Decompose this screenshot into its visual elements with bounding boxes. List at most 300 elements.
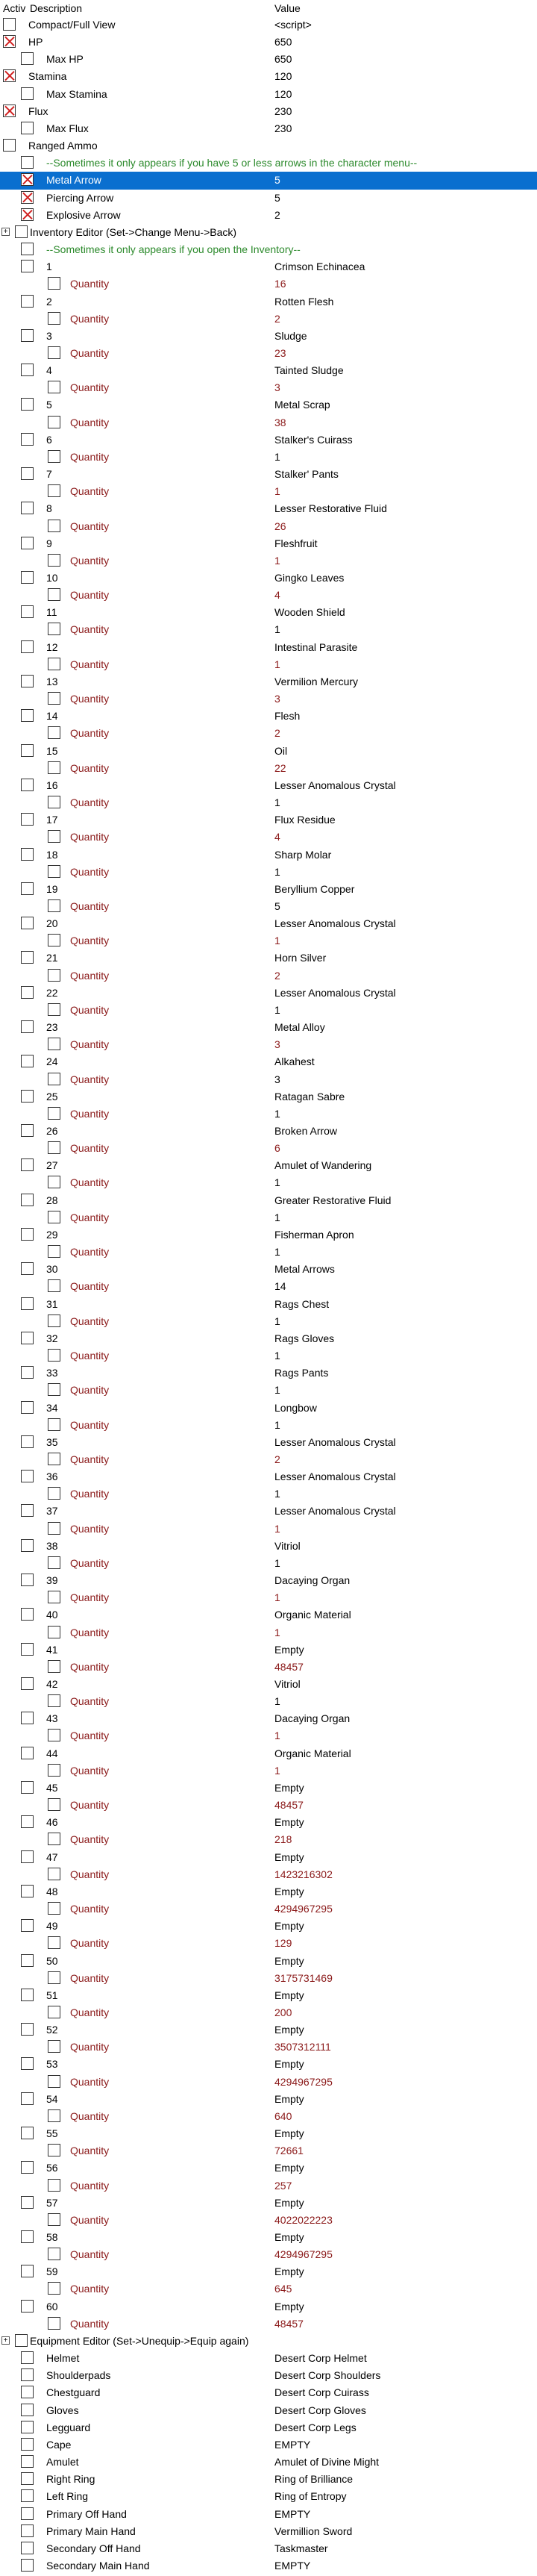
value-cell[interactable]: Metal Alloy xyxy=(274,1021,325,1034)
value-cell[interactable]: Desert Corp Helmet xyxy=(274,2352,367,2365)
active-checkbox[interactable] xyxy=(21,1504,34,1517)
active-checkbox[interactable] xyxy=(48,1729,60,1741)
value-cell[interactable]: 2 xyxy=(274,312,280,325)
value-cell[interactable]: Lesser Restorative Fluid xyxy=(274,502,387,515)
active-checkbox[interactable] xyxy=(21,208,34,221)
table-row[interactable] xyxy=(0,2159,537,2177)
table-row[interactable] xyxy=(0,1831,537,1848)
value-cell[interactable]: 16 xyxy=(274,278,286,290)
value-cell[interactable]: 48457 xyxy=(274,1660,304,1673)
value-cell[interactable]: Taskmaster xyxy=(274,2542,328,2554)
table-row[interactable] xyxy=(0,1451,537,1468)
active-checkbox[interactable] xyxy=(48,692,60,705)
table-row[interactable] xyxy=(0,552,537,570)
active-checkbox[interactable] xyxy=(21,2438,34,2451)
value-cell[interactable]: Empty xyxy=(274,1781,304,1794)
value-cell[interactable]: 1 xyxy=(274,1418,280,1431)
table-row[interactable] xyxy=(0,1053,537,1070)
active-checkbox[interactable] xyxy=(21,191,34,204)
active-checkbox[interactable] xyxy=(48,2317,60,2330)
active-checkbox[interactable] xyxy=(48,1798,60,1811)
table-row[interactable] xyxy=(0,379,537,396)
table-row[interactable] xyxy=(0,1278,537,1295)
value-cell[interactable]: 3 xyxy=(274,1038,280,1051)
active-checkbox[interactable] xyxy=(21,986,34,999)
active-checkbox[interactable] xyxy=(21,2161,34,2174)
value-cell[interactable]: 1 xyxy=(274,1730,280,1742)
table-row[interactable] xyxy=(0,34,537,51)
value-cell[interactable]: Amulet of Divine Might xyxy=(274,2456,380,2469)
value-cell[interactable]: 1 xyxy=(274,1488,280,1500)
table-row[interactable] xyxy=(0,570,537,587)
value-cell[interactable]: Stalker's Cuirass xyxy=(274,433,353,446)
active-checkbox[interactable] xyxy=(48,2179,60,2192)
active-checkbox[interactable] xyxy=(48,450,60,463)
active-checkbox[interactable] xyxy=(3,35,16,48)
active-checkbox[interactable] xyxy=(48,1971,60,1984)
value-cell[interactable]: Empty xyxy=(274,1989,304,2001)
table-row[interactable] xyxy=(0,932,537,949)
table-row[interactable] xyxy=(0,51,537,68)
active-checkbox[interactable] xyxy=(48,1902,60,1915)
value-cell[interactable]: Empty xyxy=(274,2092,304,2105)
table-row[interactable] xyxy=(0,1123,537,1140)
active-checkbox[interactable] xyxy=(21,1539,34,1552)
value-cell[interactable]: Lesser Anomalous Crystal xyxy=(274,917,396,930)
table-row[interactable] xyxy=(0,1589,537,1606)
active-checkbox[interactable] xyxy=(21,2127,34,2139)
table-row[interactable] xyxy=(0,1002,537,1019)
active-checkbox[interactable] xyxy=(21,1747,34,1759)
active-checkbox[interactable] xyxy=(21,1677,34,1690)
value-cell[interactable]: 1 xyxy=(274,1314,280,1327)
value-cell[interactable]: Lesser Anomalous Crystal xyxy=(274,1471,396,1483)
active-checkbox[interactable] xyxy=(48,1522,60,1535)
value-cell[interactable]: 1 xyxy=(274,1003,280,1016)
table-row[interactable] xyxy=(0,396,537,414)
active-checkbox[interactable] xyxy=(15,2334,28,2347)
active-checkbox[interactable] xyxy=(48,1833,60,1845)
value-cell[interactable]: Fisherman Apron xyxy=(274,1228,354,1241)
value-cell[interactable]: 72661 xyxy=(274,2145,304,2157)
value-cell[interactable]: Rags Gloves xyxy=(274,1332,335,1344)
active-checkbox[interactable] xyxy=(48,623,60,635)
active-checkbox[interactable] xyxy=(48,865,60,878)
value-cell[interactable]: 2 xyxy=(274,969,280,982)
value-cell[interactable]: 650 xyxy=(274,36,292,49)
value-cell[interactable]: Crimson Echinacea xyxy=(274,261,365,273)
active-checkbox[interactable] xyxy=(48,2075,60,2088)
value-cell[interactable]: 1 xyxy=(274,1350,280,1362)
value-cell[interactable]: Intestinal Parasite xyxy=(274,640,358,653)
table-row[interactable] xyxy=(0,1693,537,1710)
active-checkbox[interactable] xyxy=(48,381,60,393)
table-row[interactable] xyxy=(0,2402,537,2419)
active-checkbox[interactable] xyxy=(21,2386,34,2398)
value-cell[interactable]: Empty xyxy=(274,1643,304,1656)
table-row[interactable] xyxy=(0,1953,537,1970)
table-row[interactable] xyxy=(0,137,537,155)
active-checkbox[interactable] xyxy=(21,882,34,895)
table-row[interactable] xyxy=(0,1244,537,1261)
value-cell[interactable]: Vitriol xyxy=(274,1539,301,1552)
value-cell[interactable]: 1 xyxy=(274,554,280,567)
active-checkbox[interactable] xyxy=(48,1349,60,1362)
active-checkbox[interactable] xyxy=(21,571,34,584)
table-row[interactable] xyxy=(0,1071,537,1088)
table-row[interactable] xyxy=(0,2454,537,2471)
value-cell[interactable]: 129 xyxy=(274,1937,292,1950)
table-row[interactable] xyxy=(0,190,537,207)
table-row[interactable] xyxy=(0,690,537,708)
value-cell[interactable]: Metal Arrows xyxy=(274,1263,335,1276)
table-row[interactable] xyxy=(0,1900,537,1918)
active-checkbox[interactable] xyxy=(21,1781,34,1794)
active-checkbox[interactable] xyxy=(48,969,60,982)
active-checkbox[interactable] xyxy=(48,1314,60,1327)
table-row[interactable] xyxy=(0,449,537,466)
value-cell[interactable]: 2 xyxy=(274,727,280,740)
active-checkbox[interactable] xyxy=(21,2542,34,2554)
value-cell[interactable]: 1 xyxy=(274,658,280,670)
value-cell[interactable]: <script> xyxy=(274,19,312,31)
table-row[interactable] xyxy=(0,1606,537,1624)
table-row[interactable] xyxy=(0,898,537,915)
active-checkbox[interactable] xyxy=(21,122,34,134)
table-row[interactable] xyxy=(0,2021,537,2039)
table-row[interactable] xyxy=(0,2367,537,2384)
active-checkbox[interactable] xyxy=(21,1090,34,1103)
value-cell[interactable]: 1 xyxy=(274,1591,280,1604)
value-cell[interactable]: Dacaying Organ xyxy=(274,1712,351,1725)
value-cell[interactable]: 1 xyxy=(274,623,280,636)
active-checkbox[interactable] xyxy=(21,364,34,376)
value-cell[interactable]: 1 xyxy=(274,485,280,498)
active-checkbox[interactable] xyxy=(21,1919,34,1932)
table-row[interactable] xyxy=(0,2142,537,2159)
active-checkbox[interactable] xyxy=(48,588,60,601)
active-checkbox[interactable] xyxy=(3,139,16,152)
value-cell[interactable]: 218 xyxy=(274,1833,292,1846)
active-checkbox[interactable] xyxy=(48,1245,60,1258)
value-cell[interactable]: 48457 xyxy=(274,1799,304,1812)
active-checkbox[interactable] xyxy=(48,658,60,670)
table-row[interactable] xyxy=(0,1659,537,1676)
active-checkbox[interactable] xyxy=(21,1643,34,1656)
table-row[interactable] xyxy=(0,604,537,621)
active-checkbox[interactable] xyxy=(21,52,34,65)
value-cell[interactable]: 1 xyxy=(274,1764,280,1777)
table-row[interactable] xyxy=(0,155,537,172)
active-checkbox[interactable] xyxy=(21,744,34,757)
value-cell[interactable]: 1 xyxy=(274,1246,280,1259)
table-row[interactable] xyxy=(0,2246,537,2263)
value-cell[interactable]: Horn Silver xyxy=(274,952,327,964)
active-checkbox[interactable] xyxy=(21,2404,34,2416)
value-cell[interactable]: 4 xyxy=(274,589,280,602)
active-checkbox[interactable] xyxy=(21,2507,34,2520)
value-cell[interactable]: Alkahest xyxy=(274,1055,315,1068)
value-cell[interactable]: Lesser Anomalous Crystal xyxy=(274,1505,396,1518)
value-cell[interactable]: 3 xyxy=(274,693,280,705)
active-checkbox[interactable] xyxy=(21,433,34,446)
table-row[interactable] xyxy=(0,2557,537,2575)
active-checkbox[interactable] xyxy=(21,2023,34,2036)
active-checkbox[interactable] xyxy=(3,69,16,82)
active-checkbox[interactable] xyxy=(21,467,34,480)
active-checkbox[interactable] xyxy=(48,520,60,532)
active-checkbox[interactable] xyxy=(48,1868,60,1880)
active-checkbox[interactable] xyxy=(48,1073,60,1085)
table-row[interactable] xyxy=(0,1209,537,1226)
expand-icon[interactable]: + xyxy=(1,2336,10,2345)
table-row[interactable] xyxy=(0,1814,537,1831)
value-cell[interactable]: Gingko Leaves xyxy=(274,572,345,584)
active-checkbox[interactable] xyxy=(21,1815,34,1828)
table-row[interactable] xyxy=(0,777,537,794)
table-row[interactable] xyxy=(0,1555,537,1572)
value-cell[interactable]: Tainted Sludge xyxy=(274,364,344,377)
active-checkbox[interactable] xyxy=(48,554,60,567)
table-row[interactable] xyxy=(0,1382,537,1399)
group-row[interactable] xyxy=(0,224,537,241)
active-checkbox[interactable] xyxy=(48,1211,60,1223)
table-row[interactable] xyxy=(0,1970,537,1987)
value-cell[interactable]: 4 xyxy=(274,831,280,843)
active-checkbox[interactable] xyxy=(48,2213,60,2226)
value-cell[interactable]: Ring of Entropy xyxy=(274,2490,347,2503)
value-cell[interactable]: Empty xyxy=(274,1885,304,1897)
table-row[interactable] xyxy=(0,466,537,483)
active-checkbox[interactable] xyxy=(21,1158,34,1171)
value-cell[interactable]: Empty xyxy=(274,1954,304,1967)
table-row[interactable] xyxy=(0,2091,537,2108)
table-row[interactable] xyxy=(0,2212,537,2229)
value-cell[interactable]: Empty xyxy=(274,2162,304,2174)
active-checkbox[interactable] xyxy=(21,1712,34,1724)
active-checkbox[interactable] xyxy=(21,295,34,308)
active-checkbox[interactable] xyxy=(48,1003,60,1016)
table-row[interactable] xyxy=(0,1347,537,1365)
value-cell[interactable]: 4022022223 xyxy=(274,2213,333,2226)
value-cell[interactable]: 26 xyxy=(274,520,286,532)
value-cell[interactable]: 3175731469 xyxy=(274,1971,333,1984)
value-cell[interactable]: 1 xyxy=(274,1384,280,1397)
table-row[interactable] xyxy=(0,2074,537,2091)
value-cell[interactable]: Desert Corp Shoulders xyxy=(274,2369,381,2382)
table-row[interactable] xyxy=(0,794,537,811)
value-cell[interactable]: Rotten Flesh xyxy=(274,295,334,308)
table-row[interactable] xyxy=(0,2315,537,2333)
table-row[interactable] xyxy=(0,500,537,517)
value-cell[interactable]: 5 xyxy=(274,174,280,187)
active-checkbox[interactable] xyxy=(48,1591,60,1603)
table-row[interactable] xyxy=(0,1503,537,1520)
table-row[interactable] xyxy=(0,1157,537,1174)
active-checkbox[interactable] xyxy=(21,1055,34,1067)
active-checkbox[interactable] xyxy=(21,1332,34,1344)
table-row[interactable] xyxy=(0,1174,537,1191)
value-cell[interactable]: 3 xyxy=(274,1073,280,1085)
active-checkbox[interactable] xyxy=(48,277,60,290)
table-row[interactable] xyxy=(0,1296,537,1313)
active-checkbox[interactable] xyxy=(48,346,60,359)
value-cell[interactable]: 3 xyxy=(274,381,280,394)
value-cell[interactable]: 200 xyxy=(274,2006,292,2018)
table-row[interactable] xyxy=(0,2039,537,2056)
value-cell[interactable]: Empty xyxy=(274,1920,304,1933)
table-row[interactable] xyxy=(0,1762,537,1780)
table-row[interactable] xyxy=(0,535,537,552)
value-cell[interactable]: EMPTY xyxy=(274,2438,311,2451)
active-checkbox[interactable] xyxy=(21,1124,34,1137)
table-row[interactable] xyxy=(0,1226,537,1244)
table-row[interactable] xyxy=(0,1710,537,1727)
table-row[interactable] xyxy=(0,864,537,881)
value-cell[interactable]: Lesser Anomalous Crystal xyxy=(274,1435,396,1448)
table-row[interactable] xyxy=(0,1468,537,1485)
active-checkbox[interactable] xyxy=(21,156,34,169)
value-cell[interactable]: Rags Chest xyxy=(274,1297,330,1310)
active-checkbox[interactable] xyxy=(21,1401,34,1414)
table-row[interactable] xyxy=(0,2298,537,2315)
active-checkbox[interactable] xyxy=(48,1383,60,1396)
table-row[interactable] xyxy=(0,2384,537,2401)
table-row[interactable] xyxy=(0,1088,537,1105)
active-checkbox[interactable] xyxy=(21,1470,34,1482)
active-checkbox[interactable] xyxy=(48,796,60,808)
table-row[interactable] xyxy=(0,120,537,137)
table-row[interactable] xyxy=(0,311,537,328)
value-cell[interactable]: 5 xyxy=(274,899,280,912)
table-row[interactable] xyxy=(0,258,537,275)
table-row[interactable] xyxy=(0,2263,537,2280)
table-row[interactable] xyxy=(0,2177,537,2195)
active-checkbox[interactable] xyxy=(21,1297,34,1310)
active-checkbox[interactable] xyxy=(21,87,34,100)
value-cell[interactable]: Ratagan Sabre xyxy=(274,1090,345,1103)
active-checkbox[interactable] xyxy=(21,243,34,255)
active-checkbox[interactable] xyxy=(3,18,16,31)
value-cell[interactable]: 2 xyxy=(274,1453,280,1465)
value-cell[interactable]: Broken Arrow xyxy=(274,1125,338,1137)
table-row[interactable] xyxy=(0,275,537,293)
active-checkbox[interactable] xyxy=(21,2196,34,2209)
active-checkbox[interactable] xyxy=(21,2472,34,2485)
table-row[interactable] xyxy=(0,2125,537,2142)
table-row[interactable] xyxy=(0,1417,537,1434)
table-row[interactable] xyxy=(0,518,537,535)
active-checkbox[interactable] xyxy=(21,2368,34,2381)
table-row[interactable] xyxy=(0,1676,537,1693)
value-cell[interactable]: 1 xyxy=(274,865,280,878)
value-cell[interactable]: Sludge xyxy=(274,329,307,342)
table-row[interactable] xyxy=(0,673,537,690)
active-checkbox[interactable] xyxy=(21,779,34,791)
value-cell[interactable]: 1 xyxy=(274,1626,280,1638)
table-row[interactable] xyxy=(0,1745,537,1762)
table-row[interactable] xyxy=(0,103,537,120)
active-checkbox[interactable] xyxy=(21,2455,34,2468)
value-cell[interactable]: 5 xyxy=(274,191,280,204)
value-cell[interactable]: EMPTY xyxy=(274,2559,311,2572)
value-cell[interactable]: 4294967295 xyxy=(274,2248,333,2261)
value-cell[interactable]: 2 xyxy=(274,208,280,221)
active-checkbox[interactable] xyxy=(48,934,60,946)
value-cell[interactable]: Sharp Molar xyxy=(274,848,332,861)
value-cell[interactable]: Amulet of Wandering xyxy=(274,1159,372,1172)
active-checkbox[interactable] xyxy=(48,1626,60,1638)
active-checkbox[interactable] xyxy=(48,1107,60,1120)
table-row[interactable] xyxy=(0,725,537,742)
active-checkbox[interactable] xyxy=(21,1194,34,1206)
active-checkbox[interactable] xyxy=(21,2351,34,2364)
value-cell[interactable]: Organic Material xyxy=(274,1609,351,1621)
table-row[interactable] xyxy=(0,483,537,500)
table-row[interactable] xyxy=(0,743,537,760)
value-cell[interactable]: Longbow xyxy=(274,1401,317,1414)
table-row[interactable] xyxy=(0,881,537,898)
active-checkbox[interactable] xyxy=(48,1660,60,1673)
active-checkbox[interactable] xyxy=(48,1418,60,1431)
value-cell[interactable]: 1 xyxy=(274,1695,280,1708)
active-checkbox[interactable] xyxy=(21,1574,34,1586)
active-checkbox[interactable] xyxy=(21,537,34,549)
active-checkbox[interactable] xyxy=(21,951,34,964)
value-cell[interactable]: 1423216302 xyxy=(274,1868,333,1880)
table-row[interactable] xyxy=(0,1883,537,1900)
table-row[interactable] xyxy=(0,1365,537,1382)
table-row[interactable] xyxy=(0,431,537,449)
value-cell[interactable]: 6 xyxy=(274,1142,280,1155)
expand-icon[interactable]: + xyxy=(1,228,10,236)
active-checkbox[interactable] xyxy=(21,502,34,514)
value-cell[interactable]: Metal Scrap xyxy=(274,399,330,411)
table-row[interactable] xyxy=(0,241,537,258)
value-cell[interactable]: 4294967295 xyxy=(274,1903,333,1915)
table-row[interactable] xyxy=(0,16,537,34)
value-cell[interactable]: Wooden Shield xyxy=(274,606,345,619)
table-row[interactable] xyxy=(0,1019,537,1036)
value-cell[interactable]: 645 xyxy=(274,2283,292,2295)
active-checkbox[interactable] xyxy=(48,1936,60,1949)
value-cell[interactable]: 38 xyxy=(274,416,286,428)
active-checkbox[interactable] xyxy=(48,484,60,497)
table-row[interactable] xyxy=(0,1849,537,1866)
value-cell[interactable]: 1 xyxy=(274,1211,280,1223)
active-checkbox[interactable] xyxy=(48,1279,60,1292)
active-checkbox[interactable] xyxy=(21,2524,34,2537)
active-checkbox[interactable] xyxy=(48,830,60,843)
active-checkbox[interactable] xyxy=(48,2040,60,2053)
active-checkbox[interactable] xyxy=(48,1694,60,1707)
value-cell[interactable]: 1 xyxy=(274,1176,280,1189)
active-checkbox[interactable] xyxy=(21,2489,34,2502)
active-checkbox[interactable] xyxy=(48,2144,60,2156)
table-row[interactable] xyxy=(0,1987,537,2004)
value-cell[interactable]: Greater Restorative Fluid xyxy=(274,1194,392,1206)
value-cell[interactable]: 1 xyxy=(274,1556,280,1569)
active-checkbox[interactable] xyxy=(21,813,34,826)
value-cell[interactable]: Flesh xyxy=(274,710,301,723)
active-checkbox[interactable] xyxy=(21,917,34,929)
table-row[interactable] xyxy=(0,414,537,431)
active-checkbox[interactable] xyxy=(48,1764,60,1777)
table-row[interactable] xyxy=(0,1400,537,1417)
table-row[interactable] xyxy=(0,1641,537,1659)
table-row[interactable] xyxy=(0,207,537,224)
value-cell[interactable]: Lesser Anomalous Crystal xyxy=(274,986,396,999)
